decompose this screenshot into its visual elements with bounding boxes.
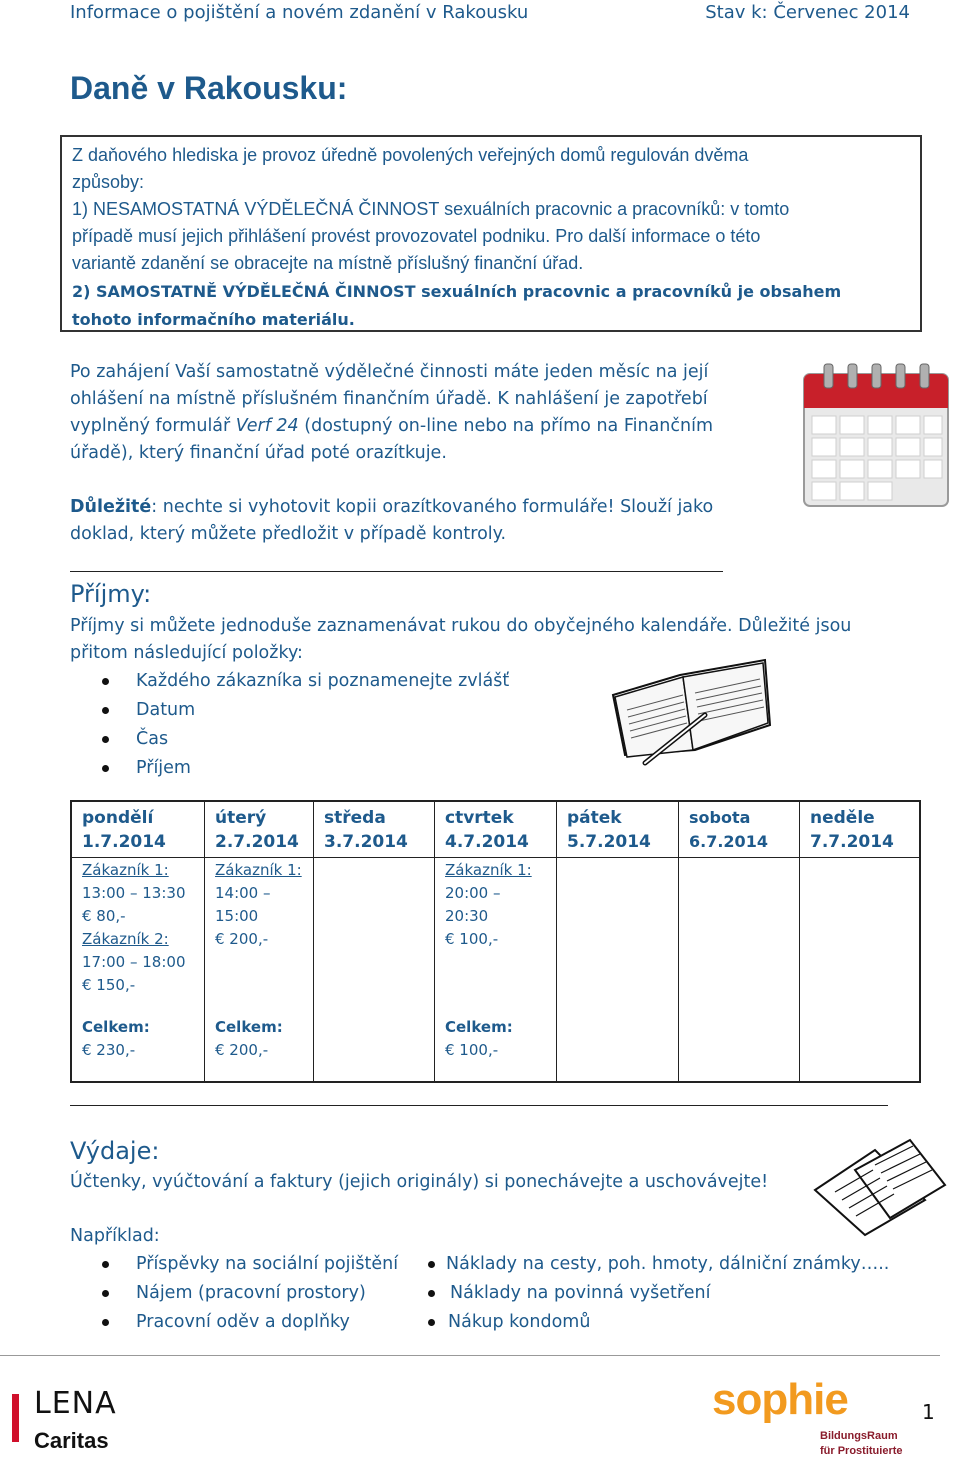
list-item: Příspěvky na sociální pojištění	[100, 1250, 398, 1279]
entry-time: 13:00 – 13:30	[82, 884, 186, 902]
entry-time: 20:00 –	[445, 884, 501, 902]
caritas-logo-text: Caritas	[34, 1428, 109, 1453]
income-line: přitom následující položky:	[70, 643, 303, 663]
entry-time: 17:00 – 18:00	[82, 953, 186, 971]
entry-amount: € 150,-	[82, 976, 136, 994]
header-title: Informace o pojištění a novém zdanění v Rakousku	[70, 2, 529, 23]
weekly-calendar	[70, 800, 921, 1083]
receipts-icon	[805, 1130, 955, 1240]
calendar-day-saturday	[679, 802, 800, 1081]
page-header	[70, 2, 910, 28]
form-name: Verf 24	[235, 416, 299, 436]
calendar-day-total	[445, 1016, 513, 1062]
day-date: 1.7.2014	[82, 832, 166, 852]
registration-line: ohlášení na místně příslušném finančním úřadě. K nahlášení je zapotřebí	[70, 389, 708, 409]
customer-label: Zákazník 1:	[445, 861, 532, 879]
info-line: variantě zdanění se obracejte na místně příslušný finanční úřad.	[72, 253, 584, 273]
income-paragraph	[70, 613, 930, 667]
calendar-day-header	[679, 802, 799, 858]
info-line: 1) NESAMOSTATNÁ VÝDĚLEČNÁ ČINNOST sexuálních pracovnic a pracovníků: v tomto	[72, 199, 790, 219]
registration-text: vyplněný formulář	[70, 416, 236, 436]
list-item: Nájem (pracovní prostory)	[100, 1279, 398, 1308]
registration-line: úřadě), který finanční úřad poté orazítkuje.	[70, 443, 447, 463]
entry-amount: € 200,-	[215, 930, 269, 948]
calendar-day-header	[435, 802, 556, 858]
list-item: Čas	[100, 725, 509, 754]
customer-label: Zákazník 1:	[82, 861, 169, 879]
calendar-day-header	[557, 802, 678, 858]
expenses-title: Výdaje:	[70, 1137, 160, 1165]
calendar-day-friday	[557, 802, 679, 1081]
customer-label: Zákazník 1:	[215, 861, 302, 879]
day-name: ctvrtek	[445, 808, 514, 828]
info-line: případě musí jejich přihlášení provést provozovatel podniku. Pro další informace o této	[72, 226, 761, 246]
total-value: € 230,-	[82, 1041, 136, 1059]
entry-time: 15:00	[215, 907, 259, 925]
day-name: pondělí	[82, 808, 154, 828]
lena-logo-text: LENA	[34, 1386, 117, 1421]
sophie-subtitle: für Prostituierte	[820, 1445, 903, 1457]
info-line: 2) SAMOSTATNĚ VÝDĚLEČNÁ ČINNOST sexuálních pracovnic a pracovníků je obsahem	[72, 282, 842, 301]
expenses-example-label: Například:	[70, 1226, 160, 1246]
day-date: 4.7.2014	[445, 832, 529, 852]
day-date: 3.7.2014	[324, 832, 408, 852]
entry-amount: € 100,-	[445, 930, 499, 948]
calendar-day-entries	[215, 859, 302, 951]
calendar-day-header	[72, 802, 204, 858]
calendar-icon	[800, 358, 952, 510]
calendar-day-total	[215, 1016, 283, 1062]
page-number: 1	[922, 1400, 935, 1424]
important-line: doklad, který můžete předložit v případě kontroly.	[70, 524, 507, 544]
day-name: neděle	[810, 808, 875, 828]
day-date: 6.7.2014	[689, 832, 768, 851]
total-label: Celkem:	[445, 1018, 513, 1036]
list-item: Náklady na cesty, poh. hmoty, dálniční známky…..	[426, 1250, 889, 1279]
important-text: : nechte si vyhotovit kopii orazítkovaného formuláře! Slouží jako	[151, 497, 714, 517]
info-line: tohoto informačního materiálu.	[72, 310, 355, 329]
registration-paragraph	[70, 359, 790, 467]
separator-line	[70, 571, 723, 572]
calendar-day-total	[82, 1016, 150, 1062]
entry-amount: € 80,-	[82, 907, 126, 925]
important-line	[70, 494, 790, 521]
day-name: pátek	[567, 808, 622, 828]
expenses-list-left	[100, 1250, 398, 1337]
income-line: Příjmy si můžete jednoduše zaznamenávat rukou do obyčejného kalendáře. Důležité jsou	[70, 616, 852, 636]
total-value: € 100,-	[445, 1041, 499, 1059]
calendar-day-entries	[82, 859, 186, 997]
sophie-logo-text: sophie	[712, 1375, 848, 1424]
calendar-day-header	[314, 802, 434, 858]
notebook-icon	[605, 655, 775, 770]
calendar-day-thursday	[435, 802, 557, 1081]
calendar-day-sunday	[800, 802, 919, 1081]
important-paragraph	[70, 494, 790, 548]
total-label: Celkem:	[215, 1018, 283, 1036]
calendar-day-header	[205, 802, 313, 858]
info-line: Z daňového hlediska je provoz úředně povolených veřejných domů regulován dvěma	[72, 145, 749, 165]
calendar-day-wednesday	[314, 802, 435, 1081]
calendar-day-header	[800, 802, 919, 858]
calendar-day-entries	[445, 859, 532, 951]
day-name: úterý	[215, 808, 267, 828]
registration-line: Po zahájení Vaší samostatně výdělečné činnosti máte jeden měsíc na její	[70, 362, 709, 382]
day-date: 5.7.2014	[567, 832, 651, 852]
income-title: Příjmy:	[70, 580, 152, 608]
page-title: Daně v Rakousku:	[70, 70, 348, 106]
important-label: Důležité	[70, 497, 152, 517]
calendar-day-monday	[72, 802, 205, 1081]
lena-logo-bar	[12, 1394, 19, 1442]
list-item: Nákup kondomů	[426, 1308, 889, 1337]
expenses-paragraph: Účtenky, vyúčtování a faktury (jejich originály) si ponechávejte a uschovávejte!	[70, 1172, 769, 1192]
info-line: způsoby:	[72, 172, 145, 192]
day-date: 7.7.2014	[810, 832, 894, 852]
info-box	[60, 135, 922, 332]
sophie-subtitle: BildungsRaum	[820, 1430, 898, 1442]
list-item: Náklady na povinná vyšetření	[426, 1279, 889, 1308]
day-name: středa	[324, 808, 386, 828]
income-list	[100, 667, 509, 783]
list-item: Pracovní oděv a doplňky	[100, 1308, 398, 1337]
sophie-logo	[712, 1375, 912, 1465]
registration-text: (dostupný on-line nebo na přímo na Finančním	[298, 416, 714, 436]
expenses-list-right	[426, 1250, 889, 1337]
total-label: Celkem:	[82, 1018, 150, 1036]
header-status: Stav k: Červenec 2014	[705, 2, 910, 23]
entry-time: 20:30	[445, 907, 489, 925]
footer-separator	[0, 1355, 940, 1356]
entry-time: 14:00 –	[215, 884, 271, 902]
calendar-day-tuesday	[205, 802, 314, 1081]
separator-line	[70, 1105, 888, 1106]
list-item: Každého zákazníka si poznamenejte zvlášť	[100, 667, 509, 696]
customer-label: Zákazník 2:	[82, 930, 169, 948]
lena-logo	[12, 1388, 132, 1458]
list-item: Datum	[100, 696, 509, 725]
day-name: sobota	[689, 808, 751, 827]
registration-line	[70, 413, 790, 440]
total-value: € 200,-	[215, 1041, 269, 1059]
list-item: Příjem	[100, 754, 509, 783]
day-date: 2.7.2014	[215, 832, 299, 852]
